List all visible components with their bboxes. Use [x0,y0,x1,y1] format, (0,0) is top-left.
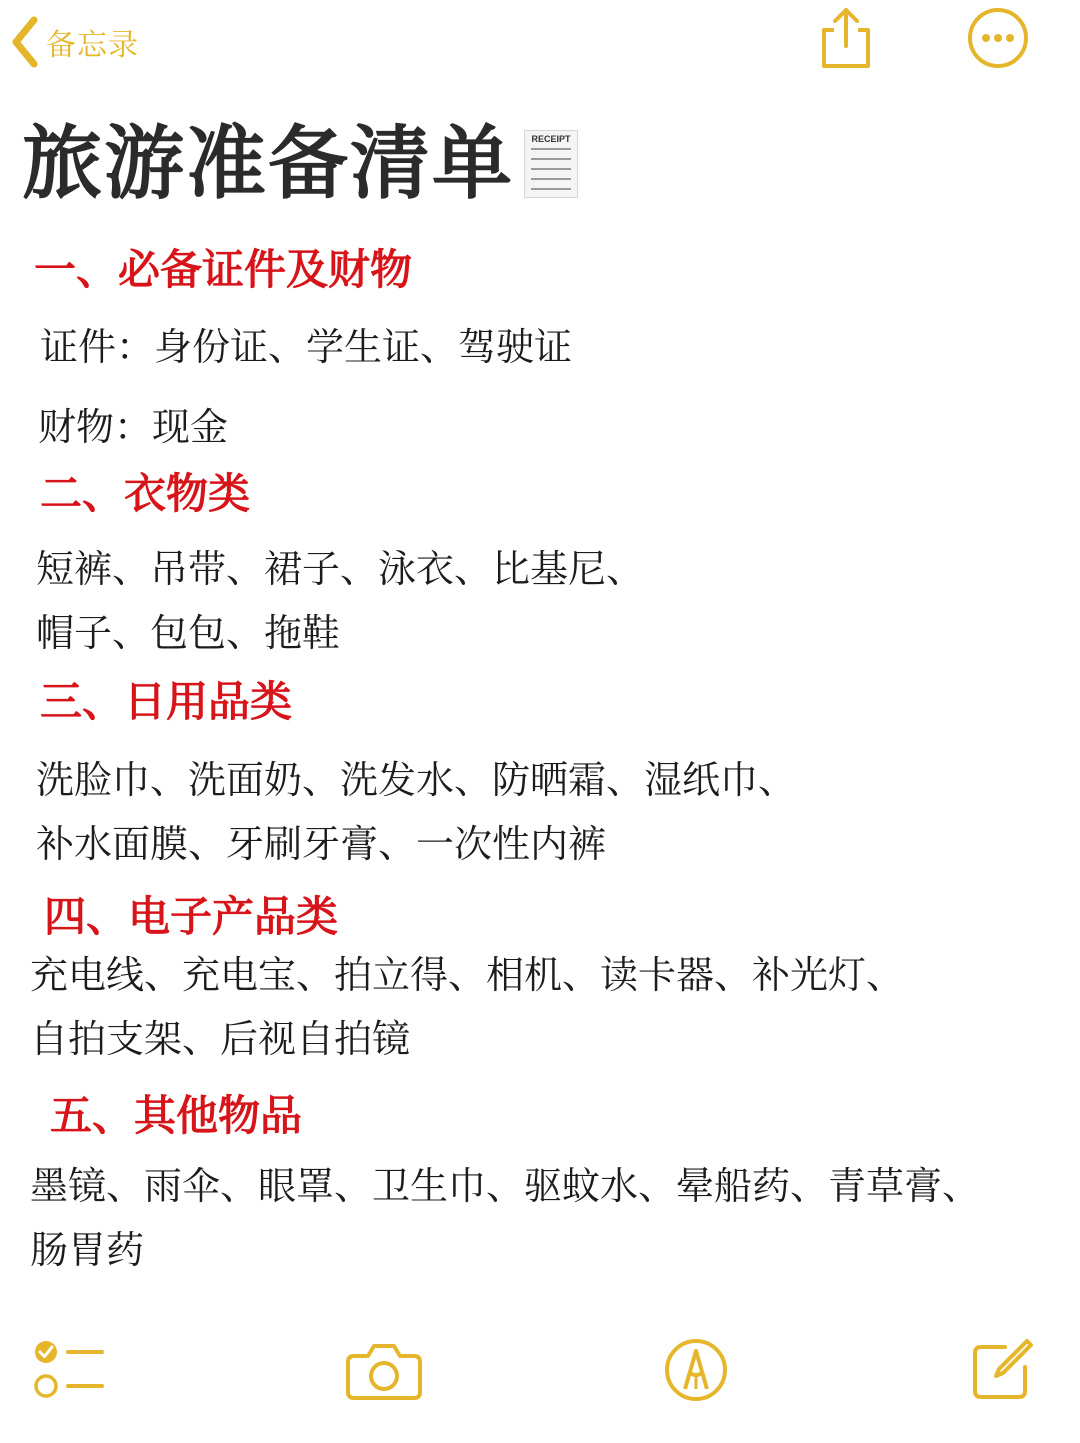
share-button[interactable] [814,8,878,72]
section-line[interactable]: 自拍支架、后视自拍镜 [30,1017,411,1061]
section-line[interactable]: 充电线、充电宝、拍立得、相机、读卡器、补光灯、 [30,953,905,997]
receipt-label: RECEIPT [531,134,571,144]
chevron-left-icon [8,14,42,70]
section-line[interactable]: 财物：现金 [38,405,229,449]
markup-pen-icon [663,1337,729,1407]
checklist-icon [30,1338,110,1406]
section-line[interactable]: 墨镜、雨伞、眼罩、卫生巾、驱蚊水、晕船药、青草膏、 [30,1164,981,1208]
share-icon [816,6,876,74]
camera-icon [344,1338,424,1406]
markup-button[interactable] [656,1332,736,1412]
section-heading[interactable]: 五、其他物品 [50,1091,303,1140]
note-title[interactable]: 旅游准备清单 [22,117,514,210]
receipt-icon [524,130,578,198]
back-button[interactable] [8,12,139,72]
note-title-row [22,116,578,212]
navigation-bar [0,0,1080,90]
section-line[interactable]: 短裤、吊带、裙子、泳衣、比基尼、 [36,547,645,591]
camera-button[interactable] [342,1332,426,1412]
more-button[interactable] [966,8,1030,72]
section-line[interactable]: 帽子、包包、拖鞋 [36,611,341,655]
back-label: 备忘录 [46,28,139,63]
section-line[interactable]: 证件：身份证、学生证、驾驶证 [40,325,573,369]
section-line[interactable]: 洗脸巾、洗面奶、洗发水、防晒霜、湿纸巾、 [36,758,797,802]
checklist-button[interactable] [30,1332,110,1412]
section-heading[interactable]: 二、衣物类 [40,469,251,518]
section-heading[interactable]: 一、必备证件及财物 [34,245,413,294]
compose-button[interactable] [962,1332,1042,1412]
compose-icon [969,1337,1035,1407]
section-heading[interactable]: 四、电子产品类 [44,892,339,941]
ellipsis-circle-icon [966,6,1030,74]
section-line[interactable]: 肠胃药 [30,1228,145,1272]
section-line[interactable]: 补水面膜、牙刷牙膏、一次性内裤 [36,822,607,866]
section-heading[interactable]: 三、日用品类 [40,677,293,726]
